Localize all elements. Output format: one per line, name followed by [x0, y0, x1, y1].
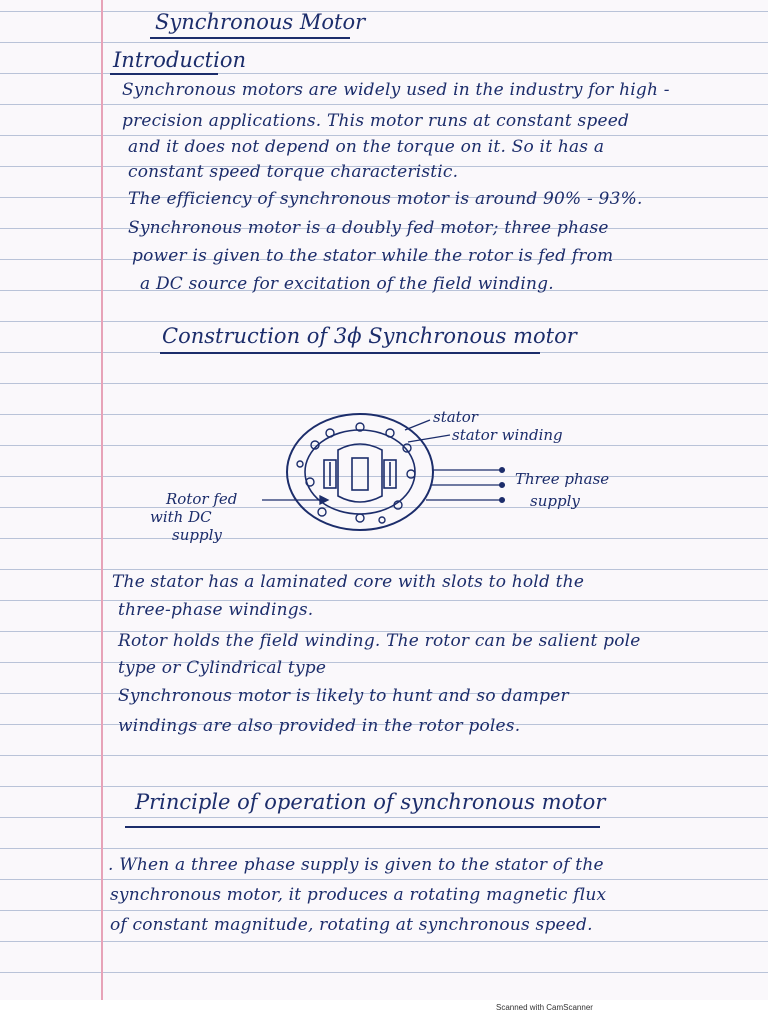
- stator-winding-label: stator winding: [452, 426, 563, 444]
- intro-line-2: precision applications. This motor runs at constant speed: [122, 111, 630, 131]
- intro-line-1: Synchronous motors are widely used in the industry for high -: [122, 80, 670, 100]
- intro-line-6: Synchronous motor is a doubly fed motor; three phase: [128, 218, 609, 238]
- intro-line-7: power is given to the stator while the rotor is fed from: [132, 246, 614, 266]
- synchronous-motor-diagram: [150, 400, 640, 560]
- principle-line-3: of constant magnitude, rotating at synchronous speed.: [110, 915, 593, 935]
- construction-heading-underline: [160, 352, 540, 354]
- construction-line-4: type or Cylindrical type: [118, 658, 327, 678]
- rotor-fed-label: Rotor fed: [166, 490, 238, 508]
- intro-line-3: and it does not depend on the torque on it. So it has a: [128, 137, 605, 157]
- principle-heading: Principle of operation of synchronous motor: [135, 790, 606, 814]
- principle-heading-underline: [125, 826, 600, 828]
- construction-line-3: Rotor holds the field winding. The rotor can be salient pole: [118, 631, 641, 651]
- construction-line-2: three-phase windings.: [118, 600, 314, 620]
- principle-line-1: . When a three phase supply is given to the stator of the: [108, 855, 604, 875]
- intro-line-5: The efficiency of synchronous motor is around 90% - 93%.: [128, 189, 643, 209]
- title-underline: [150, 37, 350, 39]
- construction-line-1: The stator has a laminated core with slots to hold the: [112, 572, 585, 592]
- supply-label: supply: [530, 492, 580, 510]
- stator-label: stator: [433, 408, 478, 426]
- construction-line-5: Synchronous motor is likely to hunt and so damper: [118, 686, 569, 706]
- intro-heading: Introduction: [113, 48, 246, 72]
- principle-line-2: synchronous motor, it produces a rotating magnetic flux: [110, 885, 607, 905]
- intro-line-8: a DC source for excitation of the field winding.: [140, 274, 554, 294]
- rotor-supply-label: supply: [172, 526, 222, 544]
- stator-slots: [297, 423, 415, 523]
- page-title: Synchronous Motor: [155, 10, 366, 34]
- rotor: [324, 444, 396, 502]
- intro-line-4: constant speed torque characteristic.: [128, 162, 459, 182]
- scanner-watermark: Scanned with CamScanner: [496, 1003, 593, 1012]
- construction-line-6: windings are also provided in the rotor poles.: [118, 716, 521, 736]
- intro-heading-underline: [110, 73, 218, 75]
- three-phase-label: Three phase: [515, 470, 610, 488]
- with-dc-label: with DC: [150, 508, 212, 526]
- construction-heading: Construction of 3ϕ Synchronous motor: [162, 324, 577, 348]
